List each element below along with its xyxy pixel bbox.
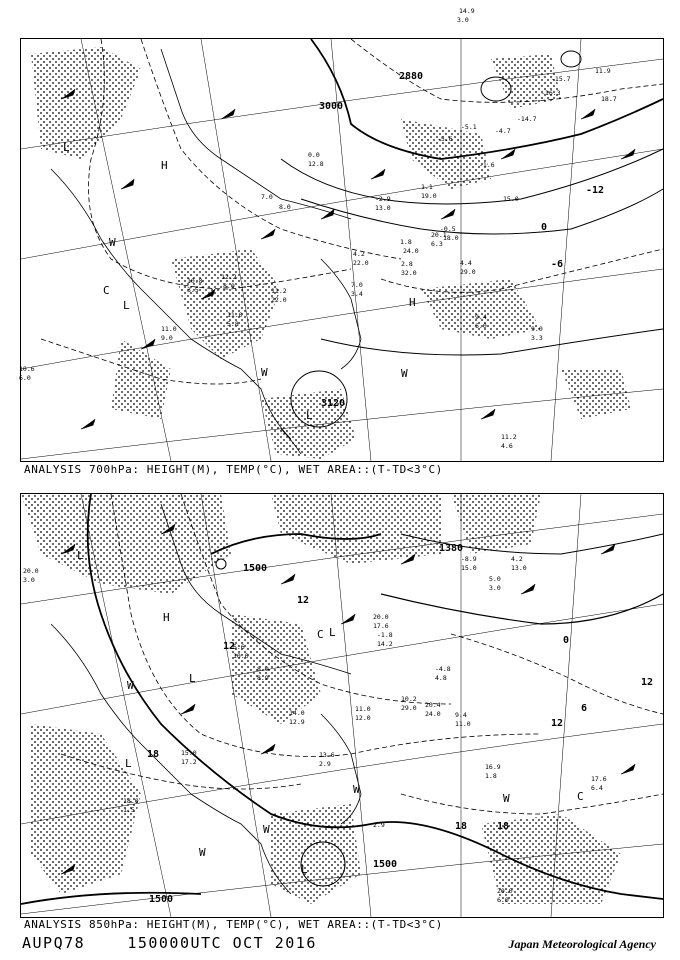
warm-center-label: W [401, 367, 408, 380]
warm-center-label: W [199, 846, 206, 859]
station-value: 12.0 [355, 714, 371, 722]
station-value: 1.5 [123, 806, 135, 814]
station-value: 22.0 [353, 259, 369, 267]
contour-label: 0 [541, 222, 548, 233]
station-value: 5.8 [227, 320, 239, 328]
wet-area [451, 494, 541, 554]
contour-label: 0 [563, 635, 570, 646]
wet-area [171, 249, 281, 359]
station-value: -5.1 [461, 123, 477, 131]
contour-label: 12 [551, 718, 564, 729]
station-value: 8.9 [257, 674, 269, 682]
warm-center-label: W [263, 823, 270, 836]
station-value: 20.0 [373, 613, 389, 621]
station-value: 12.9 [289, 718, 305, 726]
station-value: 15.0 [461, 564, 477, 572]
station-value: 11.2 [501, 433, 517, 441]
station-value: 13.0 [375, 204, 391, 212]
high-center-label: H [161, 159, 168, 172]
station-value: 22.0 [271, 296, 287, 304]
cold-center-label: C [577, 790, 584, 803]
station-value: 24.0 [403, 247, 419, 255]
station-value: 2.9 [319, 760, 331, 768]
station-value: 3.3 [531, 334, 543, 342]
station-value: 10.0 [233, 652, 249, 660]
station-value: -1.6 [479, 161, 495, 169]
bulletin-header [22, 934, 317, 952]
station-value: 3.0 [489, 584, 501, 592]
wet-area [31, 47, 141, 159]
station-value: 11.2 [271, 287, 287, 295]
station-value: -4.8 [435, 665, 451, 673]
station-value: 11.0 [161, 325, 177, 333]
station-value: 15.0 [503, 195, 519, 203]
station-value: -0.5 [440, 225, 456, 233]
wind-barb [521, 584, 535, 594]
station-value: 3.0 [457, 16, 469, 24]
station-value: 12.2 [221, 273, 237, 281]
wind-barb [121, 179, 134, 189]
station-value: 13.0 [511, 564, 527, 572]
station-value: 24.0 [425, 710, 441, 718]
warm-center-label: W [503, 792, 510, 805]
low-center-label: L [306, 409, 313, 422]
station-value: 7.0 [351, 281, 363, 289]
station-value: 11.0 [227, 311, 243, 319]
high-center-label: H [163, 611, 170, 624]
station-value: 1.8 [485, 772, 497, 780]
station-value: 17.2 [181, 758, 197, 766]
low-center-label: L [77, 549, 84, 562]
station-value: 8.0 [257, 665, 269, 673]
station-value: 29.0 [401, 704, 417, 712]
contour-label: 2880 [399, 71, 424, 82]
station-value: 4.2 [353, 250, 365, 258]
contour-label: 12 [641, 677, 654, 688]
station-value: 7.0 [261, 193, 273, 201]
warm-center-label: W [109, 236, 116, 249]
contour-label: 6 [581, 703, 588, 714]
contour-label: 1380 [439, 543, 464, 554]
station-value: 1.8 [400, 238, 412, 246]
wet-area [561, 369, 631, 419]
wet-area [271, 494, 441, 564]
station-value: 10.8 [187, 277, 203, 285]
station-value: 10.2 [401, 695, 417, 703]
station-value: -16.3 [541, 89, 561, 97]
station-value: 11.0 [455, 720, 471, 728]
warm-center-label: W [353, 783, 360, 796]
station-value: 6.0 [19, 374, 31, 382]
map-700hpa [19, 7, 664, 462]
caption-700hpa: ANALYSIS 700hPa: HEIGHT(M), TEMP(°C), WET AREA::(T-TD<3°C) [24, 463, 443, 476]
wet-area [111, 339, 171, 419]
station-value: -2.9 [375, 195, 391, 203]
contour-label: -6 [551, 259, 564, 270]
low-center-label: L [123, 299, 130, 312]
map-850hpa-svg [21, 494, 663, 917]
low-center-label: L [301, 863, 308, 876]
contour-label: 3000 [319, 101, 344, 112]
station-value: 12.8 [308, 160, 324, 168]
station-value: 8.0 [279, 203, 291, 211]
station-value: 3.0 [23, 576, 35, 584]
station-value: 9.4 [475, 313, 487, 321]
cold-center-label: C [103, 284, 110, 297]
cold-center-label: C [317, 628, 324, 641]
station-value: 11.0 [355, 705, 371, 713]
wind-barb [581, 109, 595, 119]
contour-label: -12 [586, 185, 605, 196]
station-value: 17.6 [591, 775, 607, 783]
station-value: 20.4 [425, 701, 441, 709]
station-value: 5.0 [489, 575, 501, 583]
bulletin-id: AUPQ78 [22, 934, 86, 952]
station-value: 19.0 [421, 192, 437, 200]
contour-label: 1500 [149, 894, 174, 905]
station-value: 14.2 [377, 640, 393, 648]
station-value: 4.2 [511, 555, 523, 563]
station-value: -1.8 [377, 631, 393, 639]
bulletin-datetime: 150000UTC OCT 2016 [127, 934, 317, 952]
wind-barb [261, 229, 275, 239]
station-value: 14.9 [459, 7, 475, 15]
station-value: 1.1 [421, 183, 433, 191]
station-value: -14.7 [517, 115, 537, 123]
station-value: 2.9 [373, 821, 385, 829]
wind-barb [281, 574, 295, 584]
station-value: 6.3 [431, 240, 443, 248]
station-value: 9.4 [455, 711, 467, 719]
station-value: 14.0 [289, 709, 305, 717]
station-value: 6.0 [497, 896, 509, 904]
station-value: 8.0 [223, 282, 235, 290]
station-value: 5.6 [233, 643, 245, 651]
high-center-label: H [409, 296, 416, 309]
station-value: 20.0 [497, 887, 513, 895]
station-value: 9.0 [531, 325, 543, 333]
wind-barb [481, 409, 495, 419]
low-center-label: L [125, 757, 132, 770]
wind-barb [621, 149, 635, 159]
map-700hpa-svg [19, 7, 663, 461]
station-value: 20.0 [23, 567, 39, 575]
wind-barb [81, 419, 95, 429]
station-value: 9.0 [161, 334, 173, 342]
station-value: 18.0 [443, 234, 459, 242]
station-value: -8.9 [461, 555, 477, 563]
station-value: 13.6 [319, 751, 335, 759]
agency-name: Japan Meteorological Agency [508, 937, 656, 951]
station-value: 32.0 [401, 269, 417, 277]
station-value: 3.4 [351, 290, 363, 298]
wet-area [21, 494, 231, 594]
isotherms-700 [41, 39, 663, 384]
map-850hpa [20, 493, 664, 918]
station-value: 2.8 [401, 260, 413, 268]
warm-center-label: W [261, 366, 268, 379]
contour-label: 1500 [373, 859, 398, 870]
station-value: 6.4 [591, 784, 603, 792]
contour-label: 18 [147, 749, 160, 760]
wind-barb [341, 614, 355, 624]
station-value: 15.0 [181, 749, 197, 757]
station-value: 11.9 [595, 67, 611, 75]
station-value: 10.6 [19, 365, 35, 373]
station-value: -4.7 [495, 127, 511, 135]
caption-850hpa: ANALYSIS 850hPa: HEIGHT(M), TEMP(°C), WET AREA::(T-TD<3°C) [24, 918, 443, 931]
station-value: 3.5 [187, 286, 199, 294]
contour-label: 18 [455, 821, 468, 832]
contour-label: 12 [223, 641, 236, 652]
wind-barb [441, 209, 455, 219]
wind-barb [621, 764, 635, 774]
station-value: 4.8 [435, 674, 447, 682]
wind-barb [261, 744, 275, 754]
station-value: 16.9 [485, 763, 501, 771]
station-value: 6.0 [475, 322, 487, 330]
contour-label: 3120 [321, 398, 346, 409]
station-value: 4.4 [460, 259, 472, 267]
station-value: 4.6 [501, 442, 513, 450]
station-value: -15.7 [551, 75, 571, 83]
station-value: -5.6 [437, 135, 453, 143]
low-center-label: L [63, 141, 70, 154]
station-value: 0.0 [308, 151, 320, 159]
station-value: 18.7 [601, 95, 617, 103]
warm-center-label: W [127, 679, 134, 692]
low-center-label: L [329, 626, 336, 639]
station-value: 29.0 [460, 268, 476, 276]
station-value: 18.0 [123, 797, 139, 805]
low-center-label: L [189, 672, 196, 685]
station-value: 20.1 [431, 231, 447, 239]
contour-label: 1500 [243, 563, 268, 574]
station-value: 17.6 [373, 622, 389, 630]
wind-barb [141, 339, 155, 349]
wind-barb [181, 704, 195, 714]
contour-label: 18 [497, 821, 510, 832]
contour-label: 12 [297, 595, 310, 606]
wind-barb [371, 169, 385, 179]
